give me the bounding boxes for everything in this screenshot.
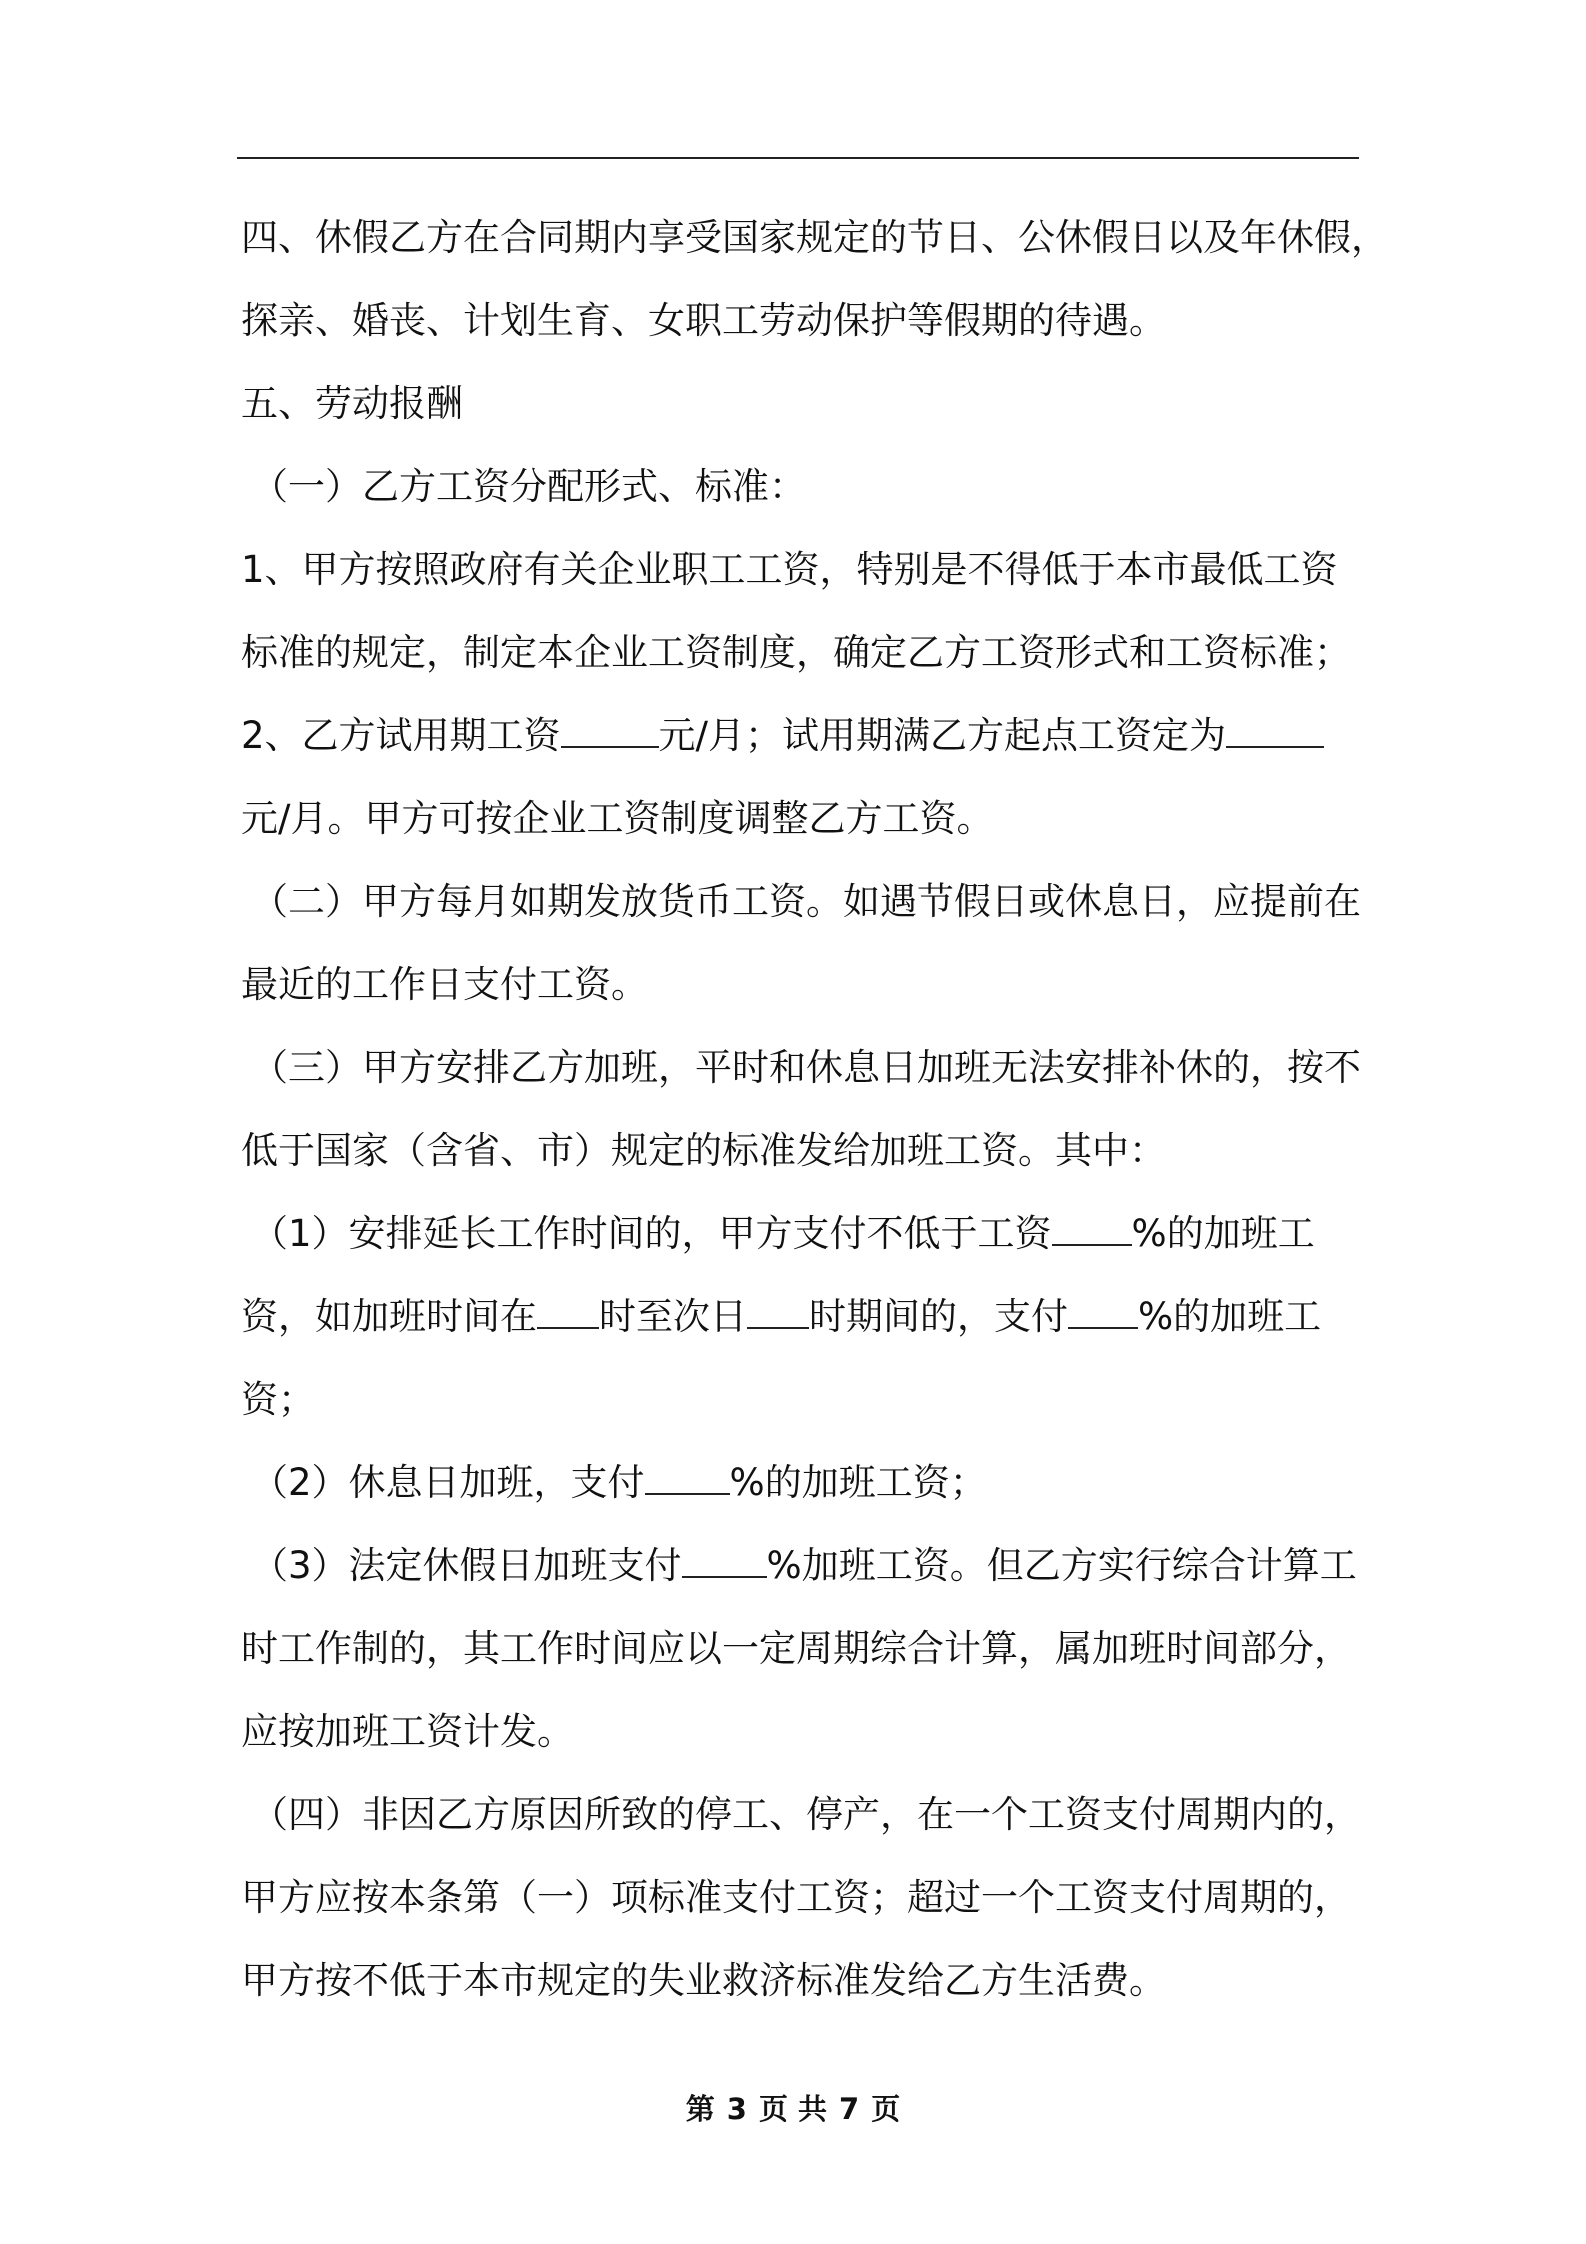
fill-in-blank[interactable] [1068, 1287, 1138, 1329]
text-line [241, 701, 1361, 784]
text-segment: （3）法定休假日加班支付 [251, 1544, 682, 1587]
text-line: 资； [241, 1378, 315, 1421]
text-line: 元/月。甲方可按企业工资制度调整乙方工资。 [241, 797, 994, 840]
text-segment: （2）休息日加班，支付 [251, 1461, 645, 1504]
text-line: 低于国家（含省、市）规定的标准发给加班工资。其中： [241, 1129, 1166, 1172]
header-rule [237, 157, 1359, 159]
text-segment: 时期间的，支付 [809, 1295, 1068, 1338]
fill-in-blank[interactable] [1226, 706, 1324, 748]
text-line: 标准的规定，制定本企业工资制度，确定乙方工资形式和工资标准； [241, 631, 1351, 674]
text-line: 探亲、婚丧、计划生育、女职工劳动保护等假期的待遇。 [241, 299, 1166, 342]
total-pages: 7 [839, 2092, 860, 2126]
page-footer [0, 2087, 1586, 2128]
text-segment: （1）安排延长工作时间的，甲方支付不低于工资 [251, 1212, 1052, 1255]
text-line: 甲方按不低于本市规定的失业救济标准发给乙方生活费。 [241, 1959, 1166, 2002]
text-line: （二）甲方每月如期发放货币工资。如遇节假日或休息日，应提前在 [251, 880, 1361, 923]
fill-in-blank[interactable] [645, 1453, 730, 1495]
text-line: （四）非因乙方原因所致的停工、停产，在一个工资支付周期内的， [251, 1793, 1361, 1836]
text-segment: %的加班工 [1131, 1212, 1315, 1255]
footer-suffix: 页 [871, 2092, 901, 2126]
text-line [241, 1199, 1361, 1282]
text-segment: 元/月；试用期满乙方起点工资定为 [658, 714, 1227, 757]
text-segment: 2、乙方试用期工资 [241, 714, 561, 757]
text-line [241, 1448, 1361, 1531]
fill-in-blank[interactable] [682, 1536, 767, 1578]
subsection-heading: （一）乙方工资分配形式、标准： [251, 465, 806, 508]
text-segment: %的加班工 [1138, 1295, 1322, 1338]
text-line: 时工作制的，其工作时间应以一定周期综合计算，属加班时间部分， [241, 1627, 1351, 1670]
text-segment: %加班工资。但乙方实行综合计算工 [766, 1544, 1357, 1587]
text-line: 1、甲方按照政府有关企业职工工资，特别是不得低于本市最低工资 [241, 548, 1338, 591]
page-number: 3 [726, 2092, 747, 2126]
fill-in-blank[interactable] [1052, 1204, 1132, 1246]
fill-in-blank[interactable] [747, 1287, 809, 1329]
section-heading: 五、劳动报酬 [241, 382, 463, 425]
text-segment: 时至次日 [599, 1295, 747, 1338]
text-line [241, 1282, 1361, 1365]
footer-prefix: 第 [685, 2092, 715, 2126]
text-line [241, 1531, 1361, 1614]
footer-middle: 页 共 [758, 2092, 828, 2126]
text-segment: 资，如加班时间在 [241, 1295, 537, 1338]
text-line: 四、休假乙方在合同期内享受国家规定的节日、公休假日以及年休假， [241, 216, 1388, 259]
text-line: （三）甲方安排乙方加班，平时和休息日加班无法安排补休的，按不 [251, 1046, 1361, 1089]
text-segment: %的加班工资； [729, 1461, 987, 1504]
text-line: 最近的工作日支付工资。 [241, 963, 648, 1006]
fill-in-blank[interactable] [537, 1287, 599, 1329]
document-body [241, 203, 1388, 2029]
fill-in-blank[interactable] [561, 706, 659, 748]
text-line: 甲方应按本条第（一）项标准支付工资；超过一个工资支付周期的， [241, 1876, 1351, 1919]
text-line: 应按加班工资计发。 [241, 1710, 574, 1753]
